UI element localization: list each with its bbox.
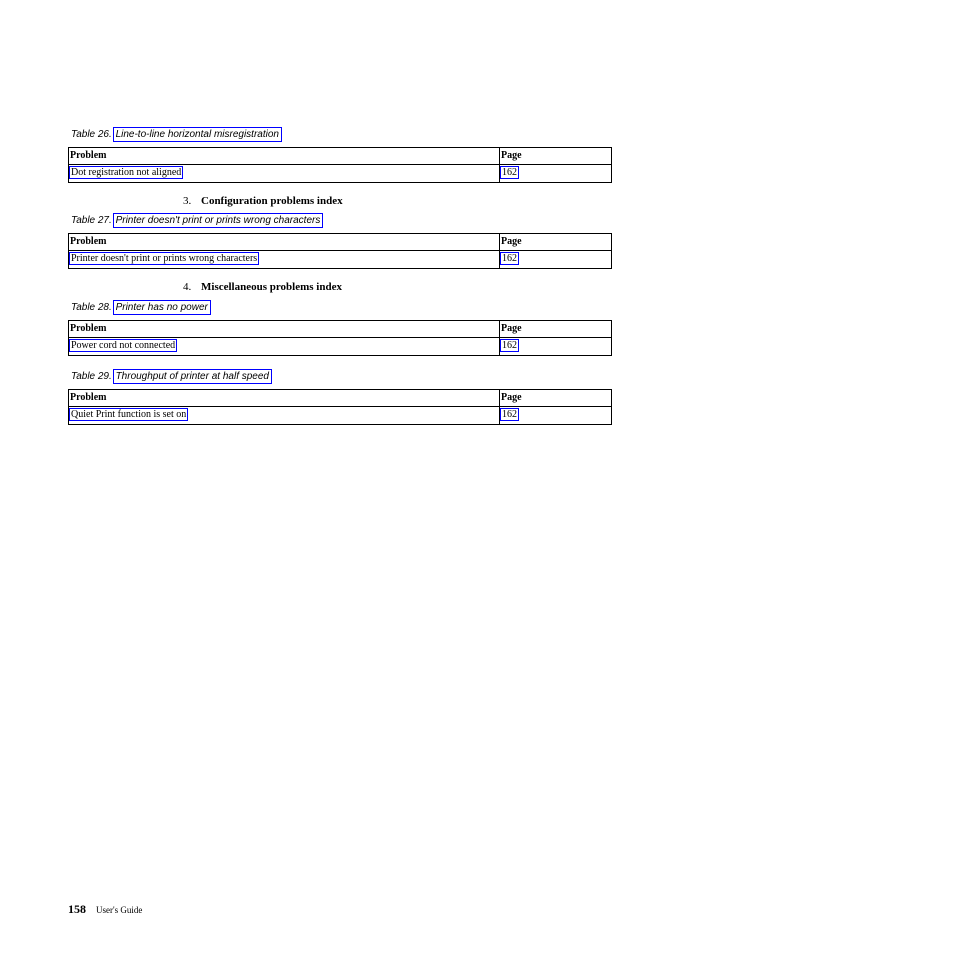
problem-link[interactable]: Power cord not connected [71,340,176,351]
table-28-caption [71,302,209,314]
problem-link[interactable]: Dot registration not aligned [71,167,182,178]
section-title: Configuration problems index [201,195,343,207]
header-problem: Problem [69,234,500,251]
table-29-caption [71,371,270,383]
caption-link[interactable]: Printer doesn't print or prints wrong characters [115,215,321,226]
header-problem: Problem [69,390,500,407]
header-page: Page [500,234,612,251]
table-27 [68,233,612,269]
problem-cell [69,165,500,183]
problem-cell [69,338,500,356]
caption-link[interactable]: Throughput of printer at half speed [115,371,269,382]
section-title: Miscellaneous problems index [201,281,342,293]
table-header-row [69,148,612,165]
page-link[interactable]: 162 [502,409,517,420]
table-27-caption [71,215,321,227]
page-cell [500,407,612,425]
caption-link[interactable]: Line-to-line horizontal misregistration [115,129,279,140]
page-link[interactable]: 162 [502,167,517,178]
problem-cell [69,251,500,269]
header-page: Page [500,390,612,407]
page-link[interactable]: 162 [502,253,517,264]
section-number: 3. [183,195,192,207]
section-heading-miscellaneous [183,281,342,293]
header-page: Page [500,321,612,338]
section-number: 4. [183,281,192,293]
header-problem: Problem [69,148,500,165]
caption-prefix: Table 29. [71,371,115,382]
caption-link[interactable]: Printer has no power [115,302,208,313]
caption-prefix: Table 27. [71,215,115,226]
table-header-row [69,390,612,407]
page-link[interactable]: 162 [502,340,517,351]
page-footer [68,900,142,918]
page-cell [500,165,612,183]
page-number: 158 [68,902,86,916]
page-cell [500,338,612,356]
table-28 [68,320,612,356]
problem-cell [69,407,500,425]
section-heading-configuration [183,195,343,207]
table-header-row [69,234,612,251]
header-problem: Problem [69,321,500,338]
caption-prefix: Table 28. [71,302,115,313]
table-26 [68,147,612,183]
table-row [69,251,612,269]
problem-link[interactable]: Quiet Print function is set on [71,409,187,420]
table-row [69,407,612,425]
table-header-row [69,321,612,338]
table-29 [68,389,612,425]
table-row [69,165,612,183]
problem-link[interactable]: Printer doesn't print or prints wrong characters [71,253,258,264]
table-26-caption [71,129,280,141]
guide-title: User's Guide [96,905,143,915]
page-cell [500,251,612,269]
header-page: Page [500,148,612,165]
caption-prefix: Table 26. [71,129,115,140]
table-row [69,338,612,356]
